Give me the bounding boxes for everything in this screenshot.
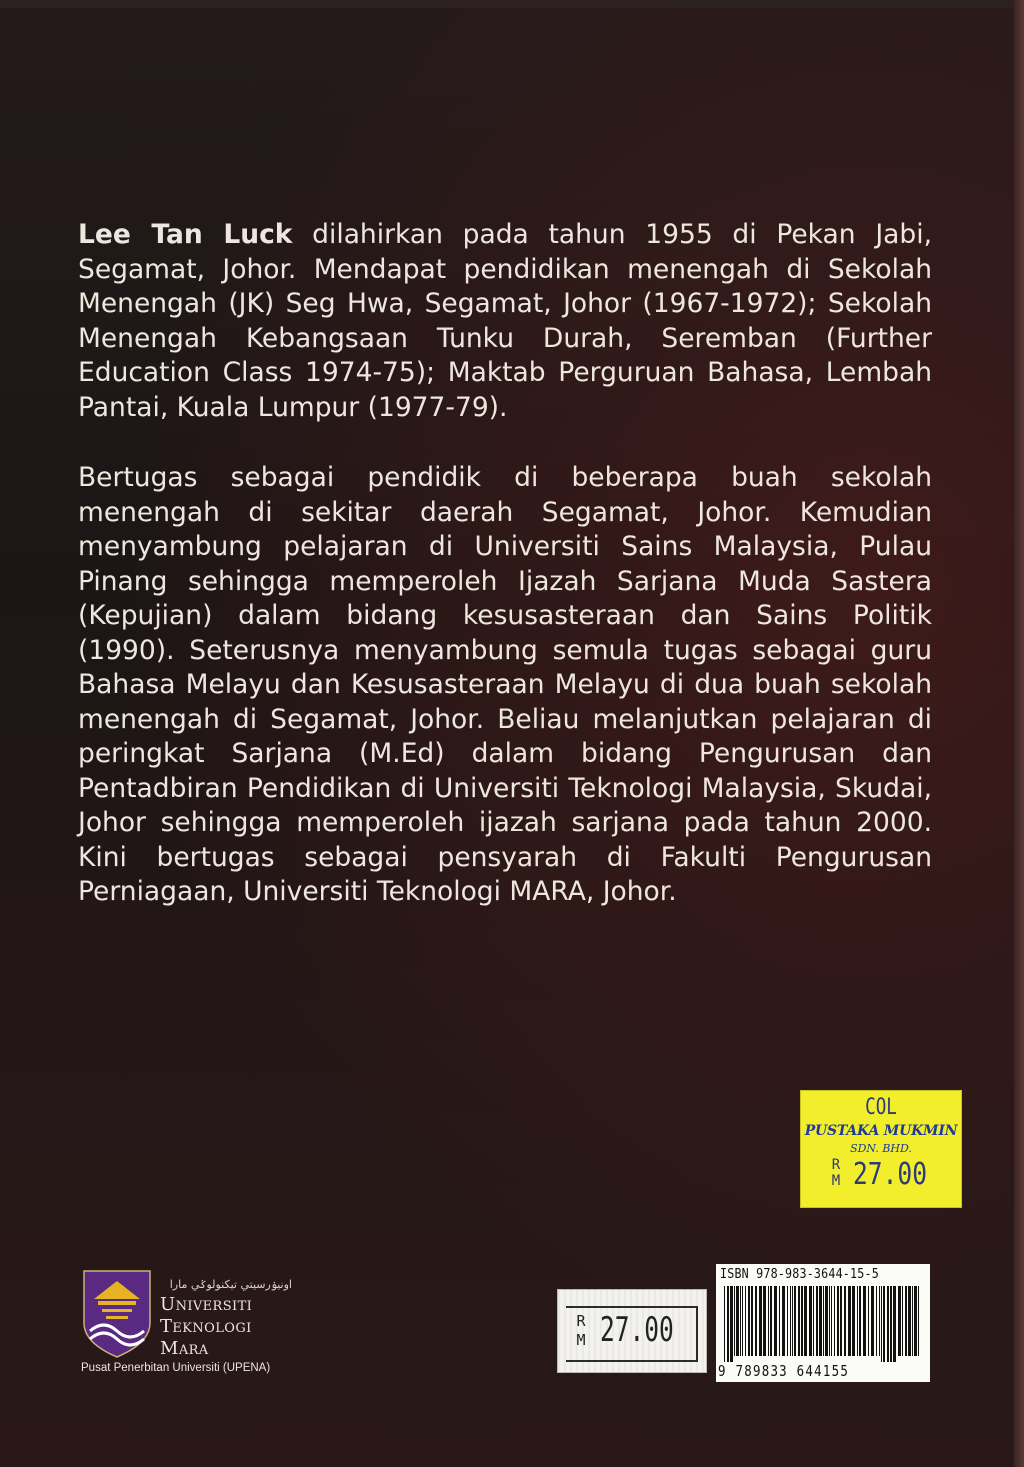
store-price-sticker (558, 1290, 706, 1372)
barcode-bar (831, 1286, 832, 1356)
barcode-bar (893, 1286, 896, 1362)
barcode-bars (722, 1286, 924, 1362)
barcode-bar (734, 1286, 735, 1356)
barcode-bar (759, 1286, 762, 1356)
publisher-imprint: Pusat Penerbitan Universiti (UPENA) (81, 1362, 271, 1374)
barcode-bar (736, 1286, 739, 1356)
store-sticker-price: 27.00 (600, 1310, 674, 1350)
barcode-bar (905, 1286, 907, 1356)
barcode-bar (745, 1286, 746, 1356)
cover-top-edge (0, 0, 1024, 8)
sticker-currency: R M (831, 1157, 841, 1189)
barcode-bar (782, 1286, 785, 1356)
barcode-bar (727, 1286, 729, 1362)
shop-price-sticker (801, 1091, 961, 1207)
sticker-shop-name: PUSTAKA MUKMIN (804, 1123, 958, 1139)
barcode-bar (881, 1286, 882, 1362)
barcode-bar (809, 1286, 812, 1356)
bio-paragraph-1-text: dilahirkan pada tahun 1955 di Pekan Jabi, Segamat, Johor. Mendapat pendidikan menengah di Sekolah Menengah (JK) Seg Hwa, Segamat, Johor (1967-1972); Sekolah Menengah Kebangsaan Tunku Durah, Seremban (Further Education Class 1974-75); Maktab Perguruan Bahasa, Lembah Pantai, Kuala Lumpur (1977-79). (78, 219, 932, 423)
barcode-bar (813, 1286, 814, 1356)
barcode-bar (751, 1286, 753, 1356)
uitm-name (160, 1294, 252, 1360)
barcode-bar (879, 1286, 880, 1356)
bio-paragraph-2: Bertugas sebagai pendidik di beberapa buah sekolah menengah di sekitar daerah Segamat, Johor. Kemudian menyambung pelajaran di Universiti Sains Malaysia, Pulau Pinang sehingga memperoleh Ijazah Sarjana Muda Sastera (Kepujian) dalam bidang kesusasteraan dan Sains Politik (1990). Seterusnya menyambung semula tugas sebagai guru Bahasa Melayu dan Kesusasteraan Melayu di dua buah sekolah menengah di Segamat, Johor. Beliau melanjutkan pelajaran di peringkat Sarjana (M.Ed) dalam bidang Pengurusan dan Pentadbiran Pendidikan di Universiti Teknologi Malaysia, Skudai, Johor sehingga memperoleh ijazah sarjana pada tahun 2000. Kini bertugas sebagai pensyarah di Fakulti Pengurusan Perniagaan, Universiti Teknologi MARA, Johor. (78, 462, 932, 907)
barcode-bar (898, 1286, 901, 1356)
barcode-bar (829, 1286, 830, 1356)
author-name: Lee Tan Luck (78, 219, 293, 250)
barcode-bar (908, 1286, 911, 1356)
barcode-bar (790, 1286, 791, 1356)
barcode-digits: 9 789833 644155 (718, 1362, 850, 1380)
barcode-bar (755, 1286, 757, 1356)
uitm-arabic-name: اونيۏرسيتي تيكنولوݢي مارا (169, 1278, 292, 1291)
barcode-bar (794, 1286, 796, 1356)
barcode-bar (740, 1286, 741, 1356)
author-biography (78, 218, 932, 946)
barcode-bar (819, 1286, 822, 1356)
barcode-bar (825, 1286, 828, 1356)
bio-paragraph-1 (78, 218, 932, 425)
barcode-bar (768, 1286, 769, 1356)
barcode-bar (887, 1286, 889, 1362)
barcode-bar (801, 1286, 803, 1356)
barcode-bar (902, 1286, 903, 1356)
barcode-bar (883, 1286, 885, 1362)
barcode-bar (770, 1286, 772, 1356)
uitm-name-line-2: Teknologi (160, 1316, 252, 1337)
sticker-code: COL (865, 1095, 897, 1120)
store-sticker-currency: R M (576, 1312, 586, 1349)
barcode-bar (857, 1286, 858, 1356)
barcode-bar (871, 1286, 874, 1356)
cover-right-edge (1014, 0, 1024, 1467)
uitm-crest-icon (80, 1269, 154, 1359)
sticker-price: 27.00 (853, 1157, 928, 1192)
barcode-bar (774, 1286, 777, 1356)
barcode-bar (876, 1286, 877, 1356)
barcode-bar (859, 1286, 861, 1356)
uitm-name-line-3: Mara (160, 1338, 209, 1359)
barcode-bar (742, 1286, 743, 1356)
barcode-bar (834, 1286, 835, 1356)
barcode-bar (763, 1286, 766, 1356)
sticker-shop-suffix: SDN. BHD. (850, 1142, 912, 1155)
barcode-bar (837, 1286, 839, 1356)
barcode-bar (863, 1286, 866, 1356)
isbn-label: ISBN 978-983-3644-15-5 (720, 1267, 879, 1282)
barcode-bar (890, 1286, 892, 1362)
barcode-bar (823, 1286, 824, 1356)
barcode-bar (852, 1286, 855, 1356)
barcode-bar (724, 1286, 725, 1362)
barcode-bar (840, 1286, 842, 1356)
barcode-bar (844, 1286, 846, 1356)
barcode-bar (914, 1286, 917, 1356)
isbn-barcode (716, 1264, 930, 1382)
barcode-bar (792, 1286, 793, 1356)
barcode-bar (730, 1286, 733, 1362)
barcode-bar (912, 1286, 913, 1356)
barcode-bar (787, 1286, 788, 1356)
barcode-bar (918, 1286, 919, 1356)
barcode-bar (816, 1286, 818, 1356)
barcode-bar (748, 1286, 750, 1356)
barcode-bar (868, 1286, 869, 1356)
barcode-bar (779, 1286, 780, 1356)
barcode-bar (804, 1286, 807, 1356)
barcode-bar (798, 1286, 800, 1356)
uitm-name-line-1: Universiti (160, 1294, 253, 1315)
barcode-bar (848, 1286, 851, 1356)
